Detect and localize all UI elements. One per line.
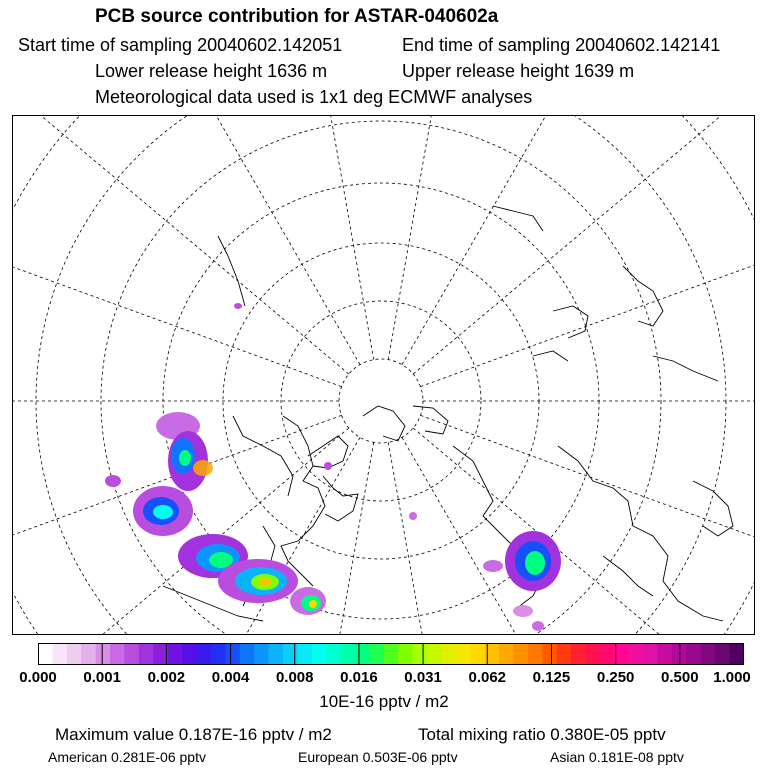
meridian-line bbox=[13, 116, 360, 365]
colorbar-swatch bbox=[643, 643, 658, 665]
colorbar-swatch bbox=[730, 643, 744, 665]
colorbar-tick-label: 0.062 bbox=[468, 669, 507, 686]
colorbar-swatch bbox=[513, 643, 528, 665]
colorbar-swatch bbox=[168, 643, 183, 665]
meridian-line bbox=[402, 116, 755, 365]
colorbar-swatch bbox=[658, 643, 673, 665]
colorbar-swatch bbox=[211, 643, 226, 665]
colorbar-swatch bbox=[715, 643, 730, 665]
colorbar-tick-label: 0.016 bbox=[340, 669, 378, 686]
colorbar-swatch bbox=[441, 643, 456, 665]
meridian-line bbox=[421, 415, 756, 635]
colorbar-swatch bbox=[139, 643, 154, 665]
colorbar-tick-label: 0.031 bbox=[404, 669, 442, 686]
colorbar-swatch bbox=[614, 643, 629, 665]
latitude-circle bbox=[339, 359, 423, 443]
colorbar-swatch bbox=[542, 643, 557, 665]
meridian-line bbox=[242, 116, 374, 360]
colorbar-swatch bbox=[427, 643, 442, 665]
colorbar-swatch bbox=[456, 643, 471, 665]
colorbar-tick-label: 0.500 bbox=[661, 669, 699, 686]
met-data-label: Meteorological data used is 1x1 deg ECMWF analyses bbox=[95, 87, 533, 107]
meridian-line bbox=[413, 116, 755, 374]
colorbar-swatch bbox=[81, 643, 96, 665]
colorbar-swatch bbox=[384, 643, 399, 665]
meridian-line bbox=[388, 116, 520, 360]
colorbar-tick-label: 0.008 bbox=[275, 669, 314, 686]
colorbar-swatch bbox=[571, 643, 586, 665]
colorbar-tick-label: 0.000 bbox=[19, 669, 57, 686]
latitude-circle bbox=[36, 116, 726, 635]
colorbar-swatch bbox=[297, 643, 312, 665]
colorbar-swatch bbox=[701, 643, 716, 665]
colorbar-swatch bbox=[96, 643, 111, 665]
meridian-line bbox=[402, 437, 755, 635]
colorbar-swatch bbox=[110, 643, 125, 665]
meridian-line bbox=[13, 127, 342, 386]
lower-height-label: Lower release height 1636 m bbox=[95, 61, 328, 81]
colorbar-swatch bbox=[600, 643, 615, 665]
colorbar-tick-label: 0.001 bbox=[83, 669, 121, 686]
colorbar-swatch bbox=[182, 643, 197, 665]
colorbar-swatch bbox=[225, 643, 240, 665]
concentration-field bbox=[105, 303, 561, 631]
colorbar-swatch bbox=[413, 643, 428, 665]
total-mixing-ratio-label: Total mixing ratio 0.380E-05 pptv bbox=[418, 725, 666, 744]
colorbar-tick-label: 0.004 bbox=[211, 669, 250, 686]
colorbar-tick-label: 0.125 bbox=[532, 669, 571, 686]
map-svg bbox=[13, 116, 755, 635]
colorbar-svg bbox=[38, 643, 744, 665]
page-title: PCB source contribution for ASTAR-040602a bbox=[95, 6, 499, 27]
colorbar bbox=[38, 643, 744, 665]
latitude-circle bbox=[13, 116, 755, 635]
colorbar-swatch bbox=[38, 643, 53, 665]
end-time-label: End time of sampling 20040602.142141 bbox=[402, 35, 721, 55]
colorbar-swatch bbox=[686, 643, 701, 665]
meridian-line bbox=[413, 428, 755, 635]
colorbar-swatch bbox=[52, 643, 67, 665]
colorbar-swatch bbox=[557, 643, 572, 665]
colorbar-swatch bbox=[629, 643, 644, 665]
meridian-line bbox=[388, 442, 520, 635]
colorbar-swatch bbox=[254, 643, 269, 665]
lat-lon-grid bbox=[13, 116, 755, 635]
colorbar-swatch bbox=[369, 643, 384, 665]
colorbar-swatch bbox=[355, 643, 370, 665]
map-panel bbox=[12, 115, 755, 635]
colorbar-swatch bbox=[240, 643, 255, 665]
colorbar-swatch bbox=[326, 643, 341, 665]
colorbar-swatch bbox=[312, 643, 327, 665]
colorbar-swatch bbox=[586, 643, 601, 665]
colorbar-swatch bbox=[499, 643, 514, 665]
coastlines bbox=[163, 206, 733, 621]
colorbar-swatch bbox=[67, 643, 82, 665]
asian-contribution: Asian 0.181E-08 pptv bbox=[550, 749, 684, 765]
colorbar-swatch bbox=[283, 643, 298, 665]
colorbar-unit-label: 10E-16 pptv / m2 bbox=[319, 692, 449, 711]
meridian-line bbox=[13, 116, 349, 374]
colorbar-swatch bbox=[196, 643, 211, 665]
max-value-label: Maximum value 0.187E-16 pptv / m2 bbox=[55, 725, 332, 744]
upper-height-label: Upper release height 1639 m bbox=[402, 61, 635, 81]
colorbar-swatch bbox=[398, 643, 413, 665]
colorbar-swatch bbox=[341, 643, 356, 665]
american-contribution: American 0.281E-06 pptv bbox=[48, 749, 206, 765]
colorbar-swatch bbox=[124, 643, 139, 665]
latitude-circle bbox=[281, 301, 481, 501]
colorbar-tick-label: 1.000 bbox=[713, 669, 751, 686]
colorbar-tick-label: 0.002 bbox=[147, 669, 186, 686]
meridian-line bbox=[421, 127, 756, 386]
colorbar-tick-label: 0.250 bbox=[596, 669, 635, 686]
colorbar-swatch bbox=[528, 643, 543, 665]
start-time-label: Start time of sampling 20040602.142051 bbox=[18, 35, 343, 55]
european-contribution: European 0.503E-06 pptv bbox=[298, 749, 458, 765]
colorbar-swatch bbox=[470, 643, 485, 665]
colorbar-swatch bbox=[269, 643, 284, 665]
